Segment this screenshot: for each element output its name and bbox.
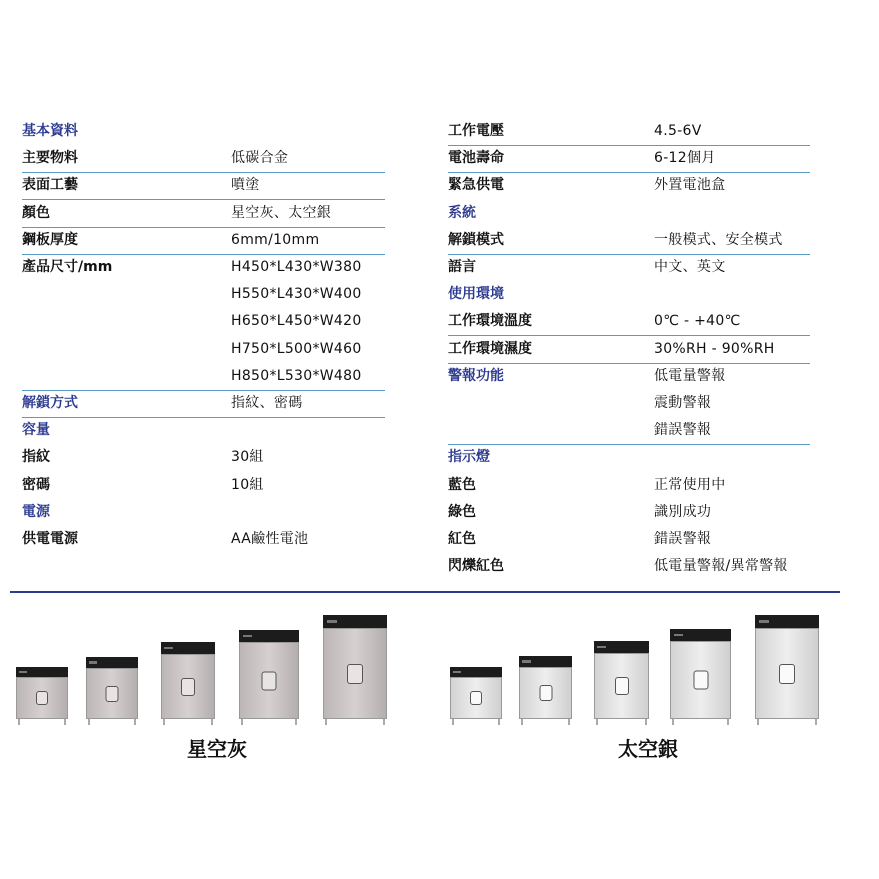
spec-label: 解鎖模式 (448, 231, 504, 248)
safe-group-grey (16, 600, 416, 725)
section-heading: 指示燈 (448, 449, 490, 466)
spec-label: 藍色 (448, 476, 476, 493)
spec-label: 緊急供電 (448, 177, 504, 194)
section-heading: 容量 (22, 422, 50, 439)
section-heading: 系統 (448, 204, 476, 221)
spec-label: 供電電源 (22, 531, 78, 547)
spec-row (448, 308, 810, 336)
spec-value: H850*L530*W480 (231, 367, 362, 384)
spec-value: 噴塗 (231, 177, 260, 194)
spec-row (448, 227, 810, 255)
spec-value: 震動警報 (654, 395, 712, 411)
spec-value: H650*L450*W420 (231, 313, 362, 330)
safe-grey-850 (323, 615, 387, 725)
spec-value: 低電量警報/異常警報 (654, 558, 788, 575)
spec-row (22, 417, 385, 444)
spec-row (22, 200, 385, 228)
spec-label: 電池壽命 (448, 150, 504, 167)
spec-label: 顏色 (22, 204, 50, 221)
spec-row (22, 499, 385, 526)
spec-row (448, 553, 810, 580)
spec-row (22, 336, 385, 363)
safe-grey-650 (161, 642, 215, 725)
spec-value: 30%RH - 90%RH (654, 340, 775, 357)
safe-silver-650 (594, 641, 649, 725)
spec-label: 表面工藝 (22, 177, 78, 194)
spec-row (448, 363, 810, 390)
spec-value: 6-12個月 (654, 150, 716, 167)
spec-row (448, 200, 810, 227)
spec-label: 鋼板厚度 (22, 231, 78, 248)
spec-value: AA鹼性電池 (231, 531, 309, 547)
section-heading: 基本資料 (22, 123, 78, 139)
spec-value: 10組 (231, 476, 264, 493)
spec-value: 4.5-6V (654, 123, 702, 139)
spec-row (448, 472, 810, 499)
spec-row (22, 526, 385, 553)
spec-row (448, 118, 810, 146)
spec-row (448, 281, 810, 308)
spec-value: 識別成功 (654, 503, 712, 520)
spec-value: 一般模式、安全模式 (654, 231, 783, 248)
spec-row (448, 526, 810, 553)
section-heading: 電源 (22, 503, 50, 520)
spec-row (22, 254, 385, 281)
spec-label: 密碼 (22, 476, 50, 493)
spec-row (448, 499, 810, 526)
spec-label: 指紋 (22, 449, 50, 466)
spec-row (448, 254, 810, 281)
spec-row (448, 145, 810, 173)
section-divider (10, 591, 840, 593)
spec-row (22, 145, 385, 173)
spec-value: 指紋、密碼 (231, 395, 303, 411)
spec-value: 30組 (231, 449, 264, 466)
spec-label: 紅色 (448, 531, 476, 547)
spec-row (448, 390, 810, 417)
spec-value: 低碳合金 (231, 150, 289, 167)
spec-row (22, 390, 385, 418)
section-heading: 解鎖方式 (22, 395, 78, 411)
spec-row (22, 472, 385, 499)
spec-value: 中文、英文 (654, 259, 726, 275)
spec-row (448, 336, 810, 364)
safe-silver-450 (450, 667, 502, 725)
caption-grey: 星空灰 (187, 737, 247, 761)
spec-label: 工作環境濕度 (448, 340, 532, 357)
safe-silver-850 (755, 615, 819, 725)
spec-label: 主要物料 (22, 150, 78, 167)
spec-row (22, 227, 385, 255)
spec-row (22, 118, 385, 145)
spec-value: H750*L500*W460 (231, 340, 362, 357)
spec-row (22, 444, 385, 471)
caption-silver: 太空銀 (618, 737, 678, 761)
spec-value: 0℃ - +40℃ (654, 313, 741, 330)
spec-row (22, 308, 385, 335)
spec-row (448, 444, 810, 471)
spec-value: 錯誤警報 (654, 422, 712, 439)
spec-label: 語言 (448, 259, 476, 275)
spec-value: H550*L430*W400 (231, 286, 362, 303)
spec-value: 外置電池盒 (654, 177, 726, 194)
spec-value: H450*L430*W380 (231, 259, 362, 275)
spec-value: 正常使用中 (654, 476, 726, 493)
spec-label: 閃爍紅色 (448, 558, 504, 575)
spec-row (22, 172, 385, 200)
spec-value: 星空灰、太空銀 (231, 204, 332, 221)
safe-silver-750 (670, 629, 731, 725)
spec-row (448, 172, 810, 199)
spec-value: 低電量警報 (654, 367, 726, 384)
spec-label: 工作環境溫度 (448, 313, 532, 330)
spec-value: 錯誤警報 (654, 531, 712, 547)
safe-grey-550 (86, 657, 138, 725)
spec-value: 6mm/10mm (231, 231, 320, 248)
section-heading: 使用環境 (448, 286, 504, 303)
spec-label: 綠色 (448, 503, 476, 520)
safe-grey-450 (16, 667, 68, 725)
spec-label: 工作電壓 (448, 123, 504, 139)
section-heading: 警報功能 (448, 367, 504, 384)
spec-row (448, 417, 810, 445)
safe-group-silver (450, 600, 850, 725)
spec-row (22, 363, 385, 391)
spec-row (22, 281, 385, 308)
safe-grey-750 (239, 630, 299, 725)
safe-silver-550 (519, 656, 572, 725)
spec-label: 產品尺寸/mm (22, 259, 113, 275)
